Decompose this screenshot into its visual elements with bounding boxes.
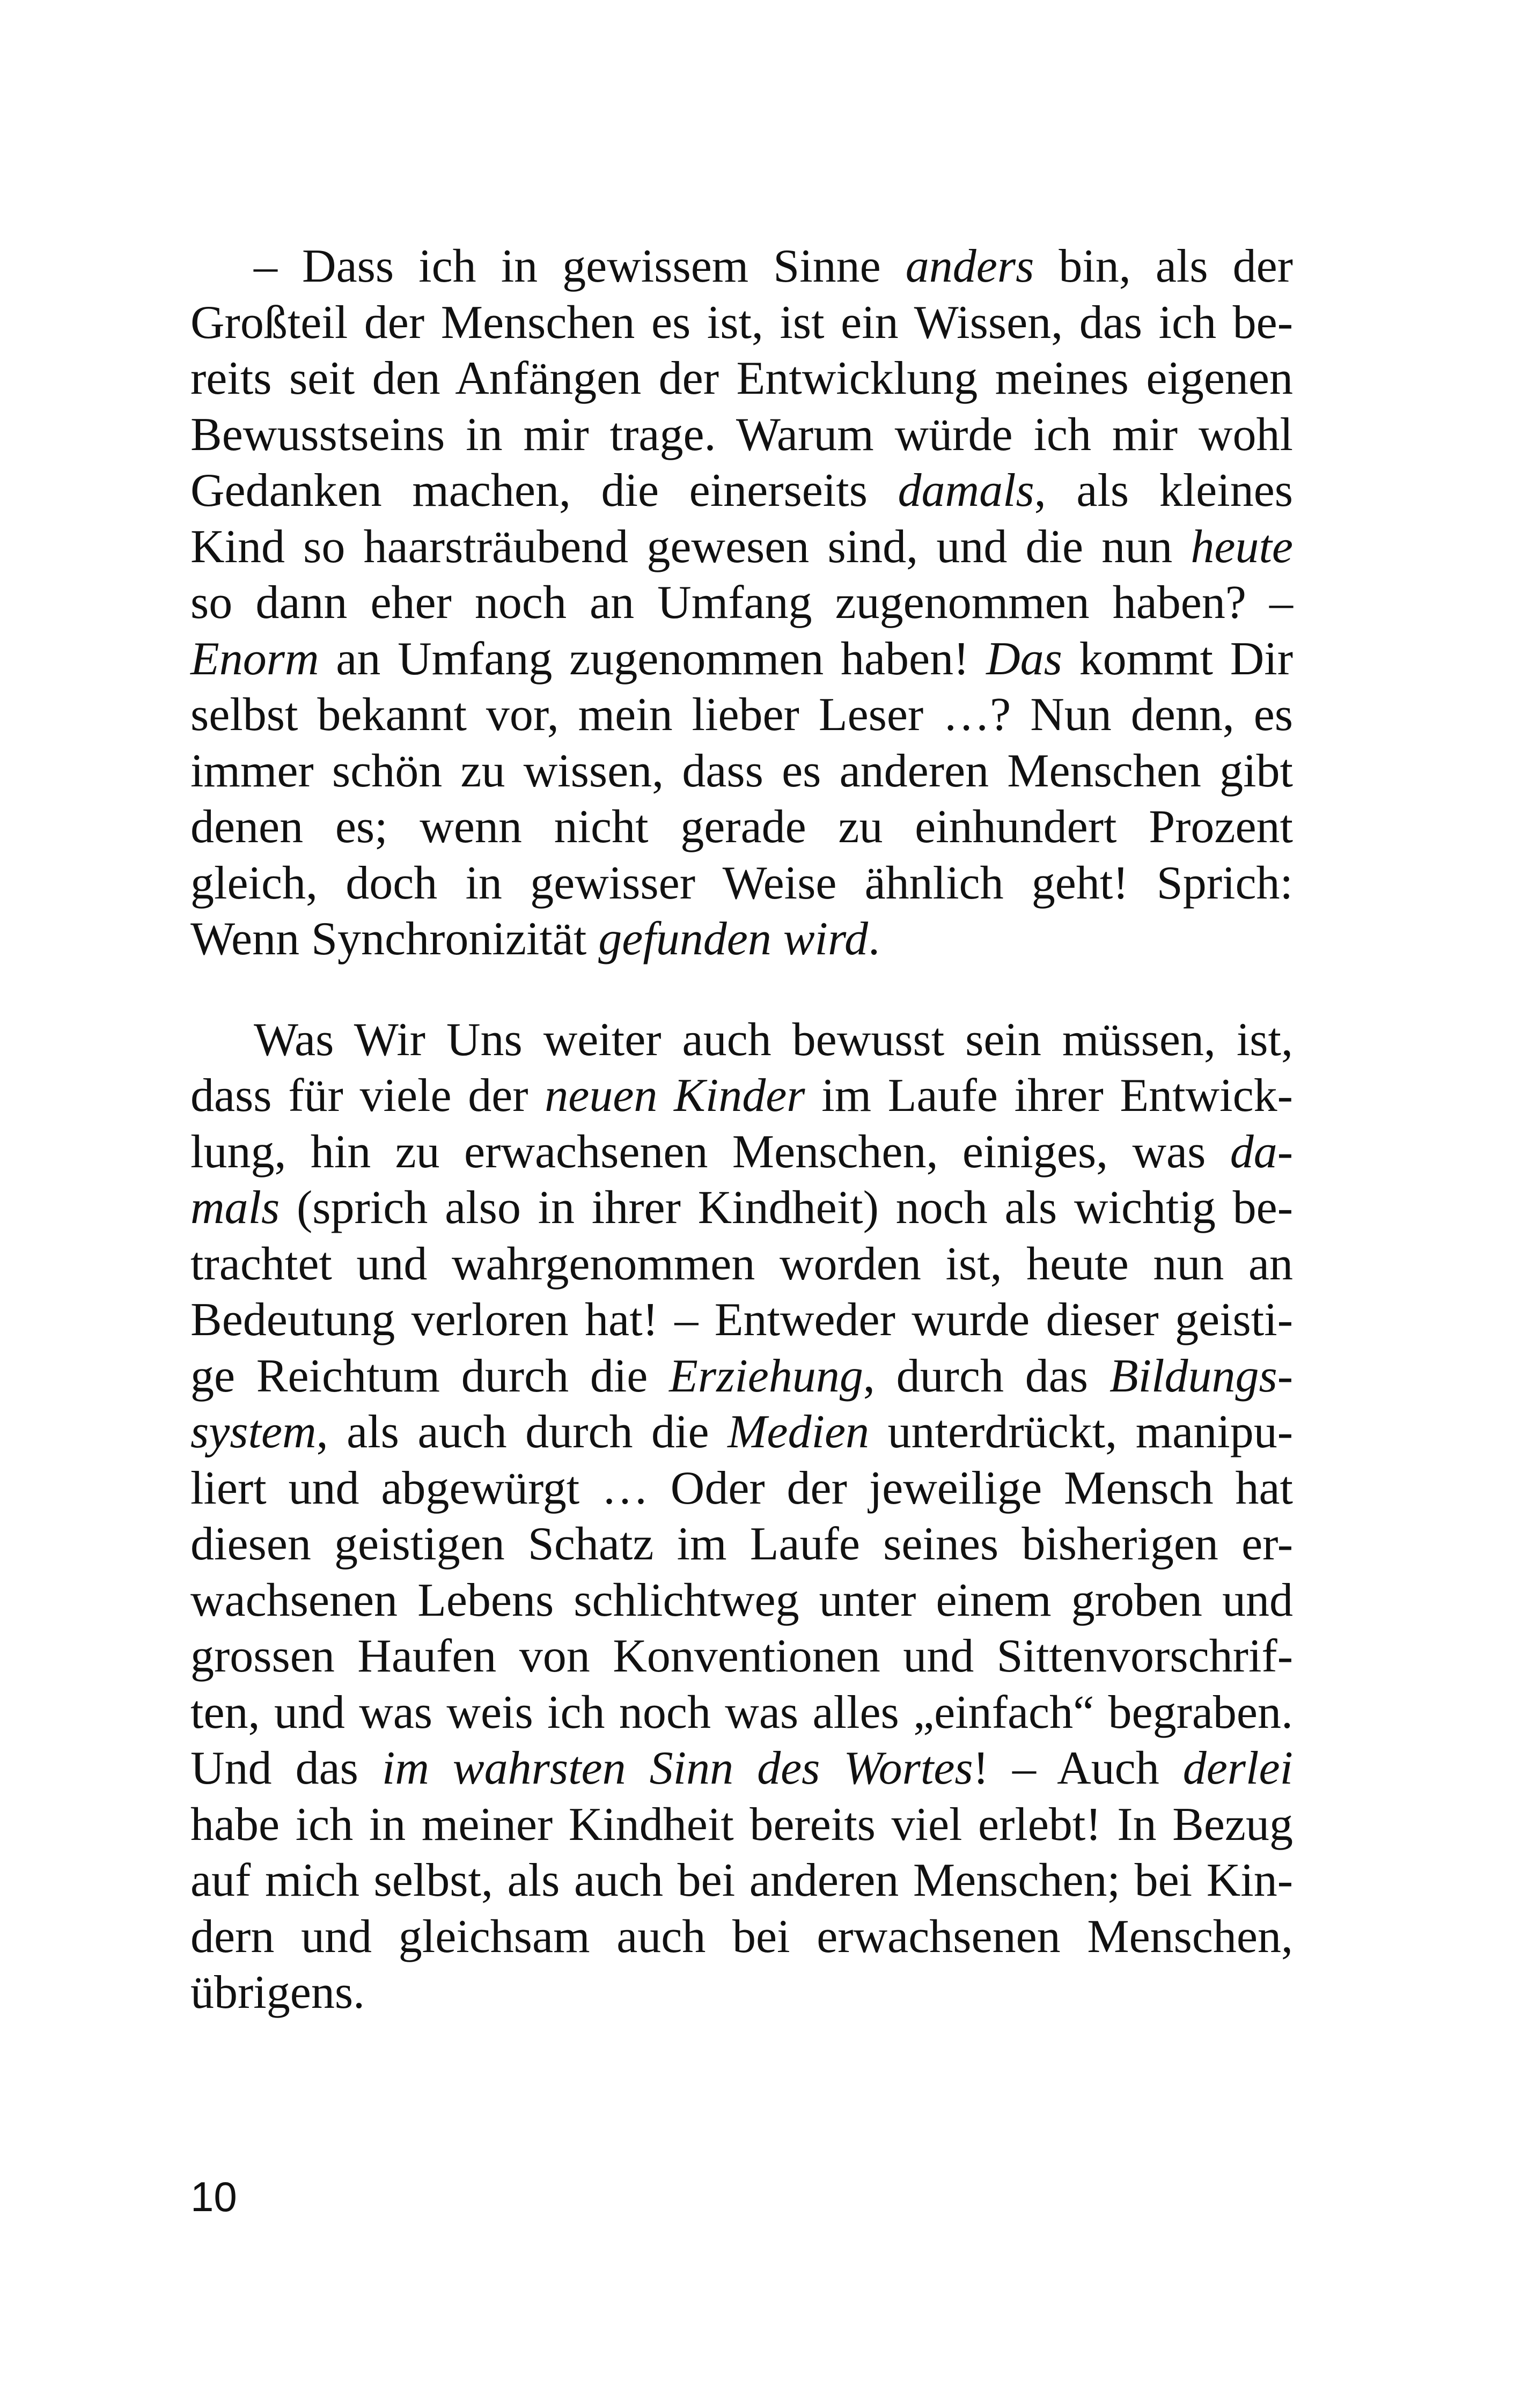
text-segment: Und das xyxy=(190,1742,382,1794)
text-line xyxy=(190,1292,1293,1349)
text-segment: selbst bekannt vor, mein lieber Leser …? Nun denn, es xyxy=(190,689,1293,741)
text-segment: , als auch durch die xyxy=(316,1406,728,1458)
italic-text: damals xyxy=(898,465,1034,517)
text-segment: so dann eher noch an Umfang zugenommen haben? – xyxy=(190,577,1293,629)
text-line xyxy=(190,1012,1293,1069)
text-segment: habe ich in meiner Kindheit bereits viel erlebt! In Bezug xyxy=(190,1798,1293,1851)
text-segment: gleich, doch in gewisser Weise ähnlich geht! Sprich: xyxy=(190,857,1293,909)
text-segment: Wenn Synchronizität xyxy=(190,913,599,965)
text-line xyxy=(190,1404,1293,1461)
text-segment: trachtet und wahrgenommen worden ist, heute nun an xyxy=(190,1238,1293,1290)
paragraph-gap xyxy=(190,968,1293,1012)
italic-text: Erziehung xyxy=(669,1350,863,1402)
text-line xyxy=(190,1965,1293,2021)
text-line xyxy=(190,1797,1293,1853)
text-line xyxy=(190,1461,1293,1517)
text-segment: im Laufe ihrer Entwick- xyxy=(805,1070,1293,1122)
italic-text: heute xyxy=(1191,520,1293,573)
italic-text: im wahrsten Sinn des Wortes xyxy=(381,1742,973,1794)
text-line xyxy=(190,631,1293,688)
text-line xyxy=(190,911,1293,968)
text-segment: ten, und was weis ich noch was alles „einfach“ begraben. xyxy=(190,1686,1293,1739)
text-segment: Kind so haarsträubend gewesen sind, und die nun xyxy=(190,520,1191,573)
italic-text: da- xyxy=(1230,1125,1293,1178)
paragraph-2 xyxy=(190,1012,1293,2021)
text-line xyxy=(190,1909,1293,1965)
text-line xyxy=(190,1853,1293,1909)
text-segment: lung, hin zu erwachsenen Menschen, einiges, was xyxy=(190,1125,1230,1178)
text-segment: Gedanken machen, die einerseits xyxy=(190,465,898,517)
text-segment: – Dass ich in gewissem Sinne xyxy=(254,240,906,292)
text-segment: (sprich also in ihrer Kindheit) noch als wichtig be- xyxy=(280,1182,1293,1234)
text-line xyxy=(190,743,1293,800)
text-line xyxy=(190,1516,1293,1573)
text-segment: Bewusstseins in mir trage. Warum würde ich mir wohl xyxy=(190,408,1293,461)
text-segment: an Umfang zugenommen haben! xyxy=(319,632,987,685)
text-segment: immer schön zu wissen, dass es anderen Menschen gibt xyxy=(190,745,1293,797)
text-segment: Bedeutung verloren hat! – Entweder wurde dieser geisti- xyxy=(190,1294,1293,1346)
text-segment: bin, als der xyxy=(1034,240,1293,292)
text-segment: übrigens. xyxy=(190,1967,365,2019)
text-line xyxy=(190,1180,1293,1236)
text-line xyxy=(190,575,1293,631)
text-segment: , als kleines xyxy=(1034,465,1293,517)
text-segment: dern und gleichsam auch bei erwachsenen Menschen, xyxy=(190,1910,1293,1963)
text-segment: Was Wir Uns weiter auch bewusst sein müssen, ist, xyxy=(254,1013,1293,1066)
text-line xyxy=(190,1068,1293,1124)
text-segment: unterdrückt, manipu- xyxy=(869,1406,1293,1458)
text-segment: ge Reichtum durch die xyxy=(190,1350,670,1402)
italic-text: neuen Kinder xyxy=(545,1070,805,1122)
text-segment: , durch das xyxy=(863,1350,1109,1402)
text-segment: kommt Dir xyxy=(1062,632,1294,685)
italic-text: Das xyxy=(986,632,1062,685)
italic-text: derlei xyxy=(1182,1742,1293,1794)
paragraph-1 xyxy=(190,239,1293,968)
text-line xyxy=(190,463,1293,519)
page-number: 10 xyxy=(190,2173,237,2220)
text-line xyxy=(190,856,1293,912)
text-line xyxy=(190,519,1293,576)
body-text xyxy=(190,239,1293,2021)
italic-text: mals xyxy=(190,1182,280,1234)
text-segment: denen es; wenn nicht gerade zu einhundert Prozent xyxy=(190,801,1293,853)
text-line xyxy=(190,1685,1293,1741)
text-segment: wachsenen Lebens schlichtweg unter einem groben und xyxy=(190,1574,1293,1626)
italic-text: Medien xyxy=(728,1406,869,1458)
text-segment: grossen Haufen von Konventionen und Sittenvorschrif- xyxy=(190,1630,1293,1682)
text-line xyxy=(190,239,1293,295)
text-line xyxy=(190,1629,1293,1685)
text-line xyxy=(190,1236,1293,1293)
text-line xyxy=(190,407,1293,463)
text-line xyxy=(190,295,1293,351)
italic-text: anders xyxy=(905,240,1034,292)
text-line xyxy=(190,351,1293,407)
text-line xyxy=(190,1349,1293,1405)
text-segment: ! – Auch xyxy=(973,1742,1183,1794)
italic-text: gefunden wird xyxy=(598,913,868,965)
italic-text: Enorm xyxy=(190,632,319,685)
text-segment: Großteil der Menschen es ist, ist ein Wissen, das ich be- xyxy=(190,296,1293,349)
text-segment: diesen geistigen Schatz im Laufe seines bisherigen er- xyxy=(190,1518,1293,1570)
text-line xyxy=(190,1741,1293,1797)
text-line xyxy=(190,687,1293,743)
text-line xyxy=(190,1124,1293,1181)
text-segment: liert und abgewürgt … Oder der jeweilige Mensch hat xyxy=(190,1462,1293,1514)
text-segment: dass für viele der xyxy=(190,1070,545,1122)
text-segment: reits seit den Anfängen der Entwicklung meines eigenen xyxy=(190,352,1293,404)
text-line xyxy=(190,799,1293,856)
italic-text: Bildungs- xyxy=(1109,1350,1294,1402)
italic-text: system xyxy=(190,1406,317,1458)
text-segment: auf mich selbst, als auch bei anderen Menschen; bei Kin- xyxy=(190,1854,1293,1906)
text-segment: . xyxy=(868,913,880,965)
text-line xyxy=(190,1573,1293,1629)
